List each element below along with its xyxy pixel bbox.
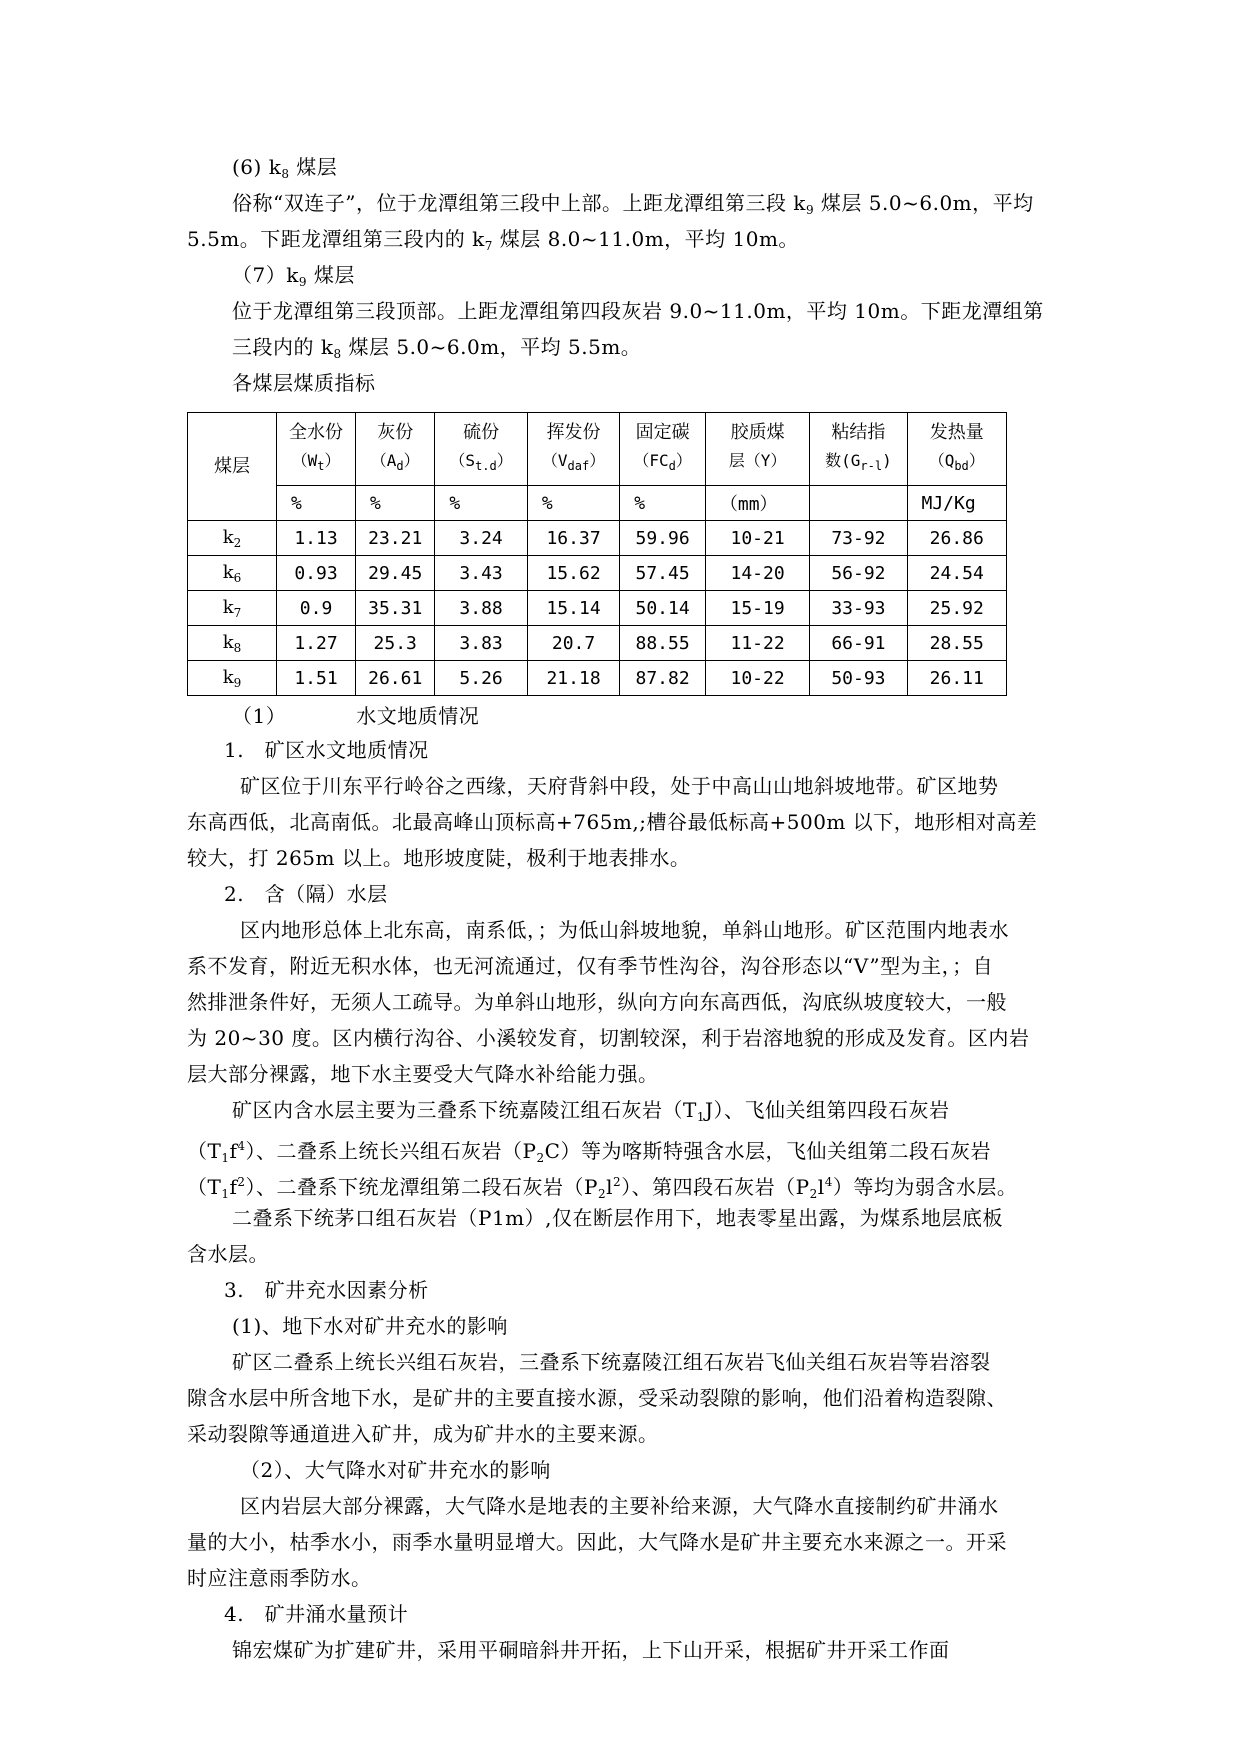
section-1-line: 矿区位于川东平行岭谷之西缘，天府背斜中段，处于中高山山地斜坡地带。矿区地势 bbox=[240, 774, 999, 798]
section-3-2-line: 区内岩层大部分裸露，大气降水是地表的主要补给来源，大气降水直接制约矿井涌水 bbox=[240, 1494, 999, 1518]
section-3-2-line: 量的大小，枯季水小，雨季水量明显增大。因此，大气降水是矿井主要充水来源之一。开采 bbox=[187, 1530, 1007, 1554]
column-header: 硫份 $(S_{t.d})$ bbox=[435, 413, 527, 486]
aquifer-line: $(T_1f^4)$、二叠系上统长兴组石灰岩$(P_2C)$等为喀斯特强含水层，飞仙关组第二段石灰岩 bbox=[187, 1139, 991, 1165]
unit-cell: % bbox=[356, 486, 435, 521]
layer-cell: $k_8$ bbox=[188, 626, 277, 661]
maokou-line: 含水层。 bbox=[187, 1242, 269, 1266]
section-1-title: 1. 矿区水文地质情况 bbox=[224, 738, 429, 762]
k9-heading: $(7)k_9$ 煤层 bbox=[232, 263, 355, 289]
table-cell: 66-91 bbox=[810, 626, 907, 661]
table-cell: 23.21 bbox=[356, 521, 435, 556]
table-cell: 73-92 bbox=[810, 521, 907, 556]
table-row bbox=[188, 556, 1007, 591]
table-cell: 33-93 bbox=[810, 591, 907, 626]
column-header: 发热量 $(Q_{bd})$ bbox=[907, 413, 1007, 486]
table-cell: 0.9 bbox=[277, 591, 356, 626]
column-header: 胶质煤 层（Y） bbox=[705, 413, 809, 486]
table-row bbox=[188, 521, 1007, 556]
table-header-row bbox=[188, 413, 1007, 486]
table-cell: 1.27 bbox=[277, 626, 356, 661]
table-cell: 50.14 bbox=[620, 591, 706, 626]
table-cell: 57.45 bbox=[620, 556, 706, 591]
k8-paragraph-line: 俗称“双连子”，位于龙潭组第三段中上部。上距龙潭组第三段 $k_9$ 煤层 5.0~6.0m，平均 bbox=[232, 191, 1034, 217]
layer-header: 煤层 bbox=[188, 413, 277, 521]
table-cell: 20.7 bbox=[527, 626, 619, 661]
table-row bbox=[188, 661, 1007, 696]
table-cell: 29.45 bbox=[356, 556, 435, 591]
table-cell: 28.55 bbox=[907, 626, 1007, 661]
table-cell: 56-92 bbox=[810, 556, 907, 591]
column-header: 挥发份 $(V_{daf})$ bbox=[527, 413, 619, 486]
table-cell: 14-20 bbox=[705, 556, 809, 591]
section-3-title: 3. 矿井充水因素分析 bbox=[224, 1278, 429, 1302]
section-2-line: 层大部分裸露，地下水主要受大气降水补给能力强。 bbox=[187, 1062, 659, 1086]
table-cell: 1.13 bbox=[277, 521, 356, 556]
section-4-title: 4. 矿井涌水量预计 bbox=[224, 1602, 409, 1626]
table-row bbox=[188, 626, 1007, 661]
table-cell: 59.96 bbox=[620, 521, 706, 556]
section-2-title: 2. 含（隔）水层 bbox=[224, 882, 388, 906]
table-cell: 25.3 bbox=[356, 626, 435, 661]
layer-cell: $k_6$ bbox=[188, 556, 277, 591]
table-cell: 3.83 bbox=[435, 626, 527, 661]
section-3-2-line: 时应注意雨季防水。 bbox=[187, 1566, 372, 1590]
table-cell: 15-19 bbox=[705, 591, 809, 626]
layer-cell: $k_7$ bbox=[188, 591, 277, 626]
table-cell: 10-21 bbox=[705, 521, 809, 556]
section-3-2-title: （2）、大气降水对矿井充水的影响 bbox=[240, 1458, 551, 1482]
table-cell: 26.61 bbox=[356, 661, 435, 696]
section-3-1-title: (1)、地下水对矿井充水的影响 bbox=[232, 1314, 508, 1338]
table-caption: 各煤层煤质指标 bbox=[232, 371, 376, 395]
table-cell: 88.55 bbox=[620, 626, 706, 661]
table-cell: 24.54 bbox=[907, 556, 1007, 591]
section-2-line: 系不发育，附近无积水体，也无河流通过，仅有季节性沟谷，沟谷形态以“V”型为主，；自 bbox=[187, 954, 994, 978]
k9-paragraph-line: 位于龙潭组第三段顶部。上距龙潭组第四段灰岩 9.0~11.0m，平均 10m。下距龙潭组第 bbox=[232, 299, 1044, 323]
unit-cell: % bbox=[277, 486, 356, 521]
table-cell: 10-22 bbox=[705, 661, 809, 696]
unit-cell: % bbox=[620, 486, 706, 521]
table-cell: 1.51 bbox=[277, 661, 356, 696]
table-cell: 0.93 bbox=[277, 556, 356, 591]
section-3-1-line: 矿区二叠系上统长兴组石灰岩，三叠系下统嘉陵江组石灰岩飞仙关组石灰岩等岩溶裂 bbox=[232, 1350, 991, 1374]
k8-paragraph-line: 5.5m。下距龙潭组第三段内的 $k_7$ 煤层 8.0~11.0m，平均 10m。 bbox=[187, 227, 799, 253]
unit-cell: MJ/Kg bbox=[907, 486, 1007, 521]
table-cell: 50-93 bbox=[810, 661, 907, 696]
table-cell: 87.82 bbox=[620, 661, 706, 696]
aquifer-line: $(T_1f^2)$、二叠系下统龙潭组第二段石灰岩$(P_2l^2)$、第四段石灰岩$(P_2l^4)$等均为弱含水层。 bbox=[187, 1175, 1018, 1201]
section-2-line: 然排泄条件好，无须人工疏导。为单斜山地形，纵向方向东高西低，沟底纵坡度较大，一般 bbox=[187, 990, 1007, 1014]
table-cell: 5.26 bbox=[435, 661, 527, 696]
hydro-heading: （1） 水文地质情况 bbox=[232, 704, 480, 728]
table-cell: 25.92 bbox=[907, 591, 1007, 626]
table-unit-row bbox=[188, 486, 1007, 521]
layer-cell: $k_9$ bbox=[188, 661, 277, 696]
unit-cell: % bbox=[527, 486, 619, 521]
table-cell: 26.86 bbox=[907, 521, 1007, 556]
column-header: 灰份 $(A_d)$ bbox=[356, 413, 435, 486]
k8-heading: (6) $k_8$ 煤层 bbox=[232, 155, 338, 181]
k9-paragraph-line: 三段内的 $k_8$ 煤层 5.0~6.0m，平均 5.5m。 bbox=[232, 335, 642, 361]
table-cell: 35.31 bbox=[356, 591, 435, 626]
section-1-line: 东高西低，北高南低。北最高峰山顶标高+765m,;槽谷最低标高+500m 以下，地形相对高差 bbox=[187, 810, 1038, 834]
column-header: 固定碳 $(FC_d)$ bbox=[620, 413, 706, 486]
aquifer-line: 矿区内含水层主要为三叠系下统嘉陵江组石灰岩$(T_1J)$、飞仙关组第四段石灰岩 bbox=[232, 1098, 950, 1124]
section-4-line: 锦宏煤矿为扩建矿井，采用平硐暗斜井开拓，上下山开采，根据矿井开采工作面 bbox=[232, 1638, 950, 1662]
table-cell: 3.43 bbox=[435, 556, 527, 591]
table-cell: 11-22 bbox=[705, 626, 809, 661]
column-header: 全水份 $(W_t)$ bbox=[277, 413, 356, 486]
maokou-line: 二叠系下统茅口组石灰岩（P1m）,仅在断层作用下，地表零星出露，为煤系地层底板 bbox=[232, 1206, 1004, 1230]
section-2-line: 为 20~30 度。区内横行沟谷、小溪较发育，切割较深，利于岩溶地貌的形成及发育。区内岩 bbox=[187, 1026, 1030, 1050]
column-header: 粘结指 数$(G_{r-l})$ bbox=[810, 413, 907, 486]
unit-cell: % bbox=[435, 486, 527, 521]
section-3-1-line: 隙含水层中所含地下水，是矿井的主要直接水源，受采动裂隙的影响，他们沿着构造裂隙、 bbox=[187, 1386, 1007, 1410]
unit-cell bbox=[810, 486, 907, 521]
unit-cell: （mm） bbox=[705, 486, 809, 521]
table-cell: 3.88 bbox=[435, 591, 527, 626]
section-3-1-line: 采动裂隙等通道进入矿井，成为矿井水的主要来源。 bbox=[187, 1422, 659, 1446]
table-cell: 15.62 bbox=[527, 556, 619, 591]
table-cell: 26.11 bbox=[907, 661, 1007, 696]
table-cell: 15.14 bbox=[527, 591, 619, 626]
section-1-line: 较大，打 265m 以上。地形坡度陡，极利于地表排水。 bbox=[187, 846, 691, 870]
table-cell: 3.24 bbox=[435, 521, 527, 556]
section-2-line: 区内地形总体上北东高，南系低，；为低山斜坡地貌，单斜山地形。矿区范围内地表水 bbox=[240, 918, 1009, 942]
table-row bbox=[188, 591, 1007, 626]
coal-quality-table bbox=[187, 412, 1007, 696]
table-cell: 16.37 bbox=[527, 521, 619, 556]
layer-cell: $k_2$ bbox=[188, 521, 277, 556]
table-cell: 21.18 bbox=[527, 661, 619, 696]
